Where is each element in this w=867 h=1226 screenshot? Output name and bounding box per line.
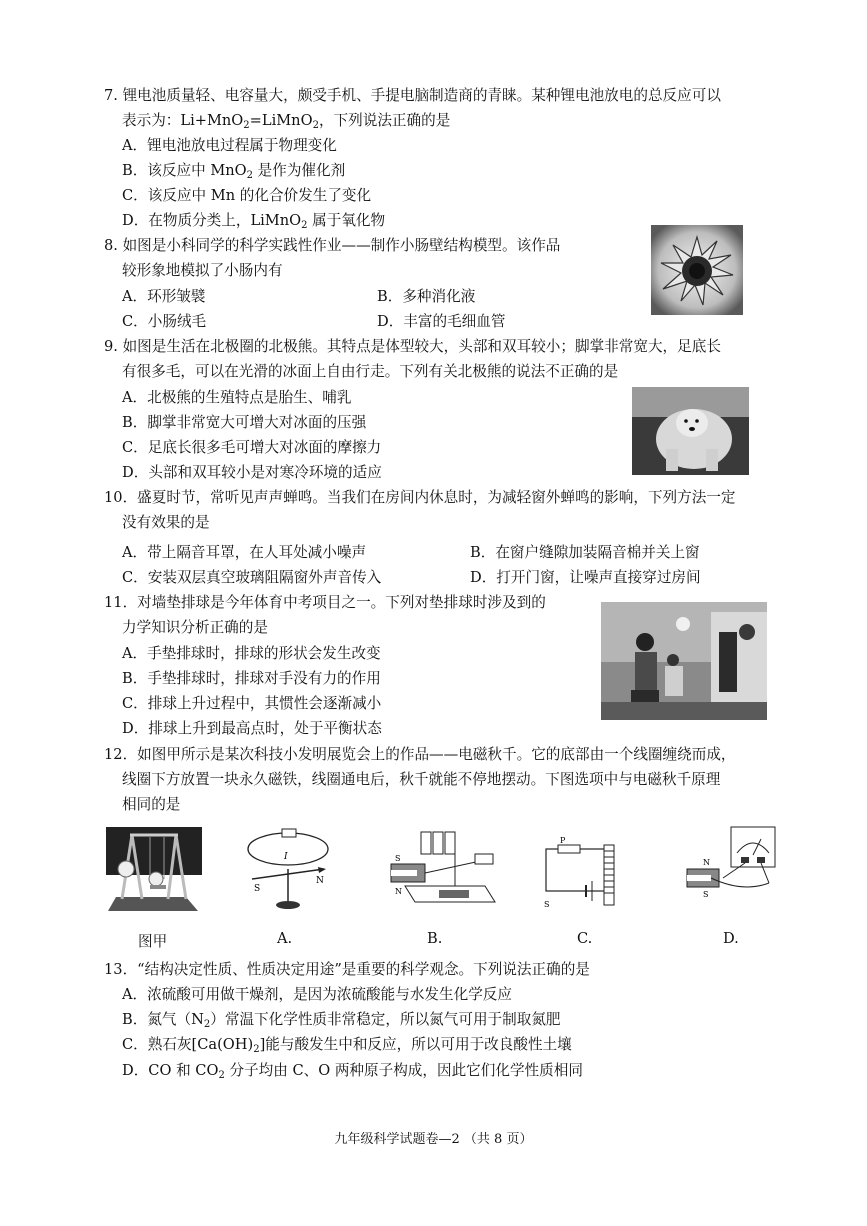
q8-option-d: D．丰富的毛细血管 (377, 313, 506, 330)
fig-label-a: A. (277, 930, 293, 947)
q13-subscript: 2 (203, 1019, 211, 1030)
q11-stem-line1: 11．对墙垫排球是今年体育中考项目之一。下列对垫排球时涉及到的 (104, 594, 546, 611)
q13-text: 分子均由 C、O 两种原子构成，因此它们化学性质相同 (224, 1062, 583, 1079)
q9-option-b: B．脚掌非常宽大可增大对冰面的压强 (122, 414, 367, 431)
q7-subscript: 2 (246, 170, 254, 181)
q8-option-c: C．小肠绒毛 (122, 313, 207, 330)
option-c-figure (538, 835, 642, 913)
q13-stem: 13．“结构决定性质、性质决定用途”是重要的科学观念。下列说法正确的是 (104, 961, 590, 978)
fig-d-s-label: S (703, 890, 709, 899)
q9-option-c: C．足底长很多毛可增大对冰面的摩擦力 (122, 439, 382, 456)
fig-a-s-label: S (254, 884, 261, 894)
q7-text: =LiMnO (249, 112, 313, 129)
q13-option-b (122, 1010, 561, 1035)
q7-text: 属于氧化物 (307, 212, 386, 229)
q10-option-b: B．在窗户缝隙加装隔音棉并关上窗 (470, 544, 700, 561)
q13-subscript: 2 (253, 1044, 260, 1055)
option-b-figure (385, 824, 499, 914)
q7-subscript: 2 (301, 220, 308, 231)
q13-text: D．CO 和 CO (122, 1062, 219, 1079)
electromagnetic-swing-figure (106, 823, 202, 915)
q13-text: C．熟石灰[Ca(OH) (122, 1036, 254, 1053)
q7-option-a: A．锂电池放电过程属于物理变化 (122, 137, 337, 154)
option-d-figure (683, 823, 785, 911)
intestine-model-photo (651, 225, 743, 315)
q13-option-c (122, 1035, 572, 1060)
q10-option-a: A．带上隔音耳罩，在人耳处减小噪声 (122, 544, 367, 561)
q9-option-d: D．头部和双耳较小是对寒冷环境的适应 (122, 464, 382, 481)
q8-option-b: B．多种消化液 (377, 288, 476, 305)
q7-stem-line2 (122, 111, 450, 136)
q13-subscript: 2 (218, 1070, 225, 1081)
q10-stem-line1: 10．盛夏时节，常听见声声蝉鸣。当我们在房间内休息时，为减轻窗外蝉鸣的影响，下列方法一定 (104, 489, 736, 506)
q9-stem-line1: 9. 如图是生活在北极圈的北极熊。其特点是体型较大，头部和双耳较小；脚掌非常宽大，足底长 (104, 338, 721, 355)
fig-b-n-label: N (395, 887, 402, 896)
q7-stem-line1: 7. 锂电池质量轻、电容量大，颇受手机、手提电脑制造商的青睐。某种锂电池放电的总反应可以 (104, 87, 721, 104)
q11-option-c: C．排球上升过程中，其惯性会逐渐减小 (122, 695, 382, 712)
fig-label-jia: 图甲 (138, 933, 168, 950)
q7-option-c: C．该反应中 Mn 的化合价发生了变化 (122, 187, 372, 204)
q8-option-a: A．环形皱襞 (122, 288, 206, 305)
fig-c-s-label: S (544, 900, 550, 909)
q11-stem-line2: 力学知识分析正确的是 (122, 619, 268, 636)
fig-label-d: D. (723, 930, 739, 947)
fig-label-c: C. (577, 930, 593, 947)
q7-text: ，下列说法正确的是 (318, 112, 451, 129)
q10-stem-line2: 没有效果的是 (122, 514, 210, 531)
q9-stem-line2: 有很多毛，可以在光滑的冰面上自由行走。下列有关北极熊的说法不正确的是 (122, 363, 619, 380)
volleyball-photo (601, 602, 767, 720)
q8-stem-line2: 较形象地模拟了小肠内有 (122, 262, 283, 279)
q13-option-d (122, 1061, 583, 1086)
q12-stem-line3: 相同的是 (122, 796, 181, 813)
q7-option-b (122, 161, 345, 186)
q13-option-a: A．浓硫酸可用做干燥剂，是因为浓硫酸能与水发生化学反应 (122, 986, 512, 1003)
q7-text: B．该反应中 MnO (122, 162, 247, 179)
option-a-figure (238, 825, 336, 913)
q11-option-b: B．手垫排球时，排球对手没有力的作用 (122, 670, 381, 687)
q13-text: B．氮气（N (122, 1011, 204, 1028)
q12-stem-line2: 线圈下方放置一块永久磁铁，线圈通电后，秋千就能不停地摆动。下图选项中与电磁秋千原理 (122, 771, 721, 788)
q7-option-d (122, 211, 385, 236)
q13-text: ）常温下化学性质非常稳定，所以氮气可用于制取氮肥 (210, 1011, 561, 1028)
q10-option-d: D．打开门窗，让噪声直接穿过房间 (470, 569, 701, 586)
fig-label-b: B. (427, 930, 443, 947)
fig-c-p-label: P (560, 836, 566, 845)
q9-option-a: A．北极熊的生殖特点是胎生、哺乳 (122, 389, 352, 406)
polar-bear-photo (632, 387, 749, 475)
q7-text: 表示为：Li+MnO (122, 112, 244, 129)
q10-option-c: C．安装双层真空玻璃阻隔窗外声音传入 (122, 569, 382, 586)
q7-subscript: 2 (312, 120, 319, 131)
q7-subscript: 2 (243, 120, 250, 131)
q12-stem-line1: 12．如图甲所示是某次科技小发明展览会上的作品——电磁秋千。它的底部由一个线圈缠绕而成， (104, 746, 736, 763)
q7-text: 是作为催化剂 (253, 162, 346, 179)
q11-option-a: A．手垫排球时，排球的形状会发生改变 (122, 645, 381, 662)
fig-d-n-label: N (703, 858, 710, 867)
fig-a-current-label: I (284, 852, 288, 862)
q8-stem-line1: 8. 如图是小科同学的科学实践性作业——制作小肠壁结构模型。该作品 (104, 237, 561, 254)
q7-text: D．在物质分类上，LiMnO (122, 212, 302, 229)
q13-text: ]能与酸发生中和反应，所以可用于改良酸性土壤 (259, 1036, 572, 1053)
fig-b-s-label: S (395, 854, 401, 863)
fig-a-n-label: N (316, 876, 324, 886)
page-footer: 九年级科学试题卷—2 （共 8 页） (334, 1132, 533, 1147)
q11-option-d: D．排球上升到最高点时，处于平衡状态 (122, 720, 382, 737)
